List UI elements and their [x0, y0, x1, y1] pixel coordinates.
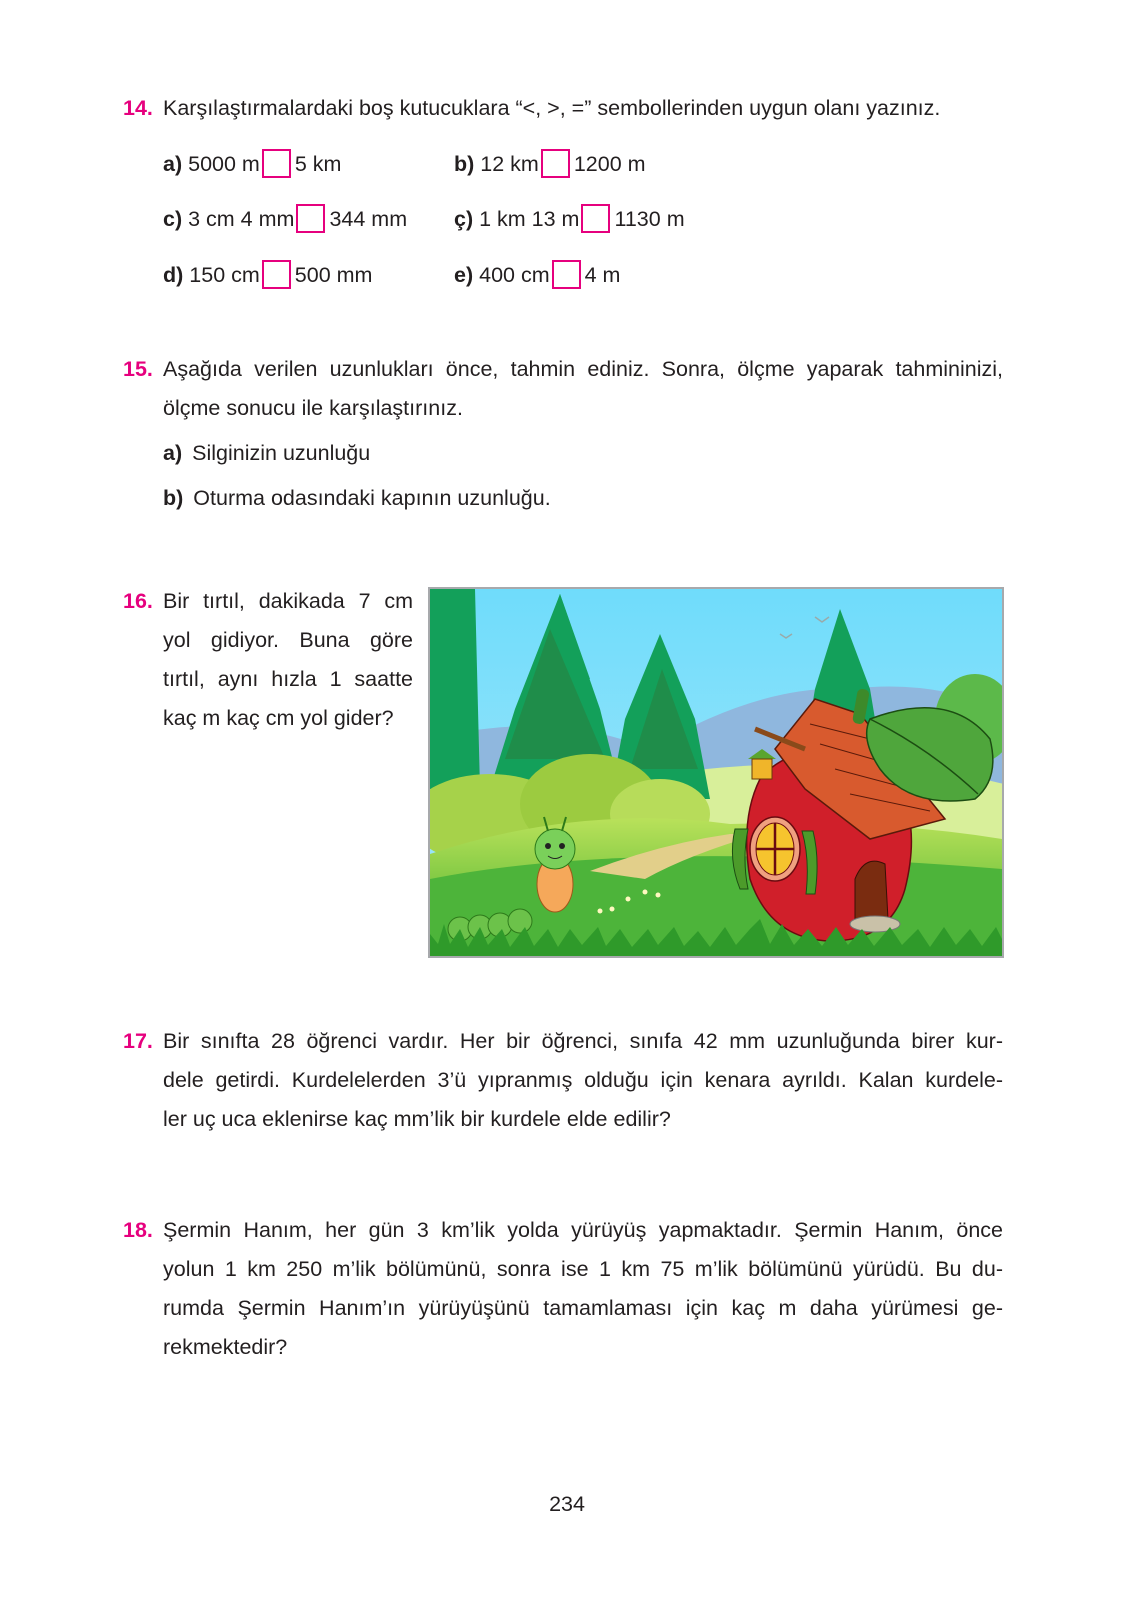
question-line — [123, 582, 413, 621]
question-number: 15. — [123, 357, 153, 381]
question-text: Karşılaştırmalardaki boş kutucuklara “<, >, =” sembollerinden uygun olanı yazınız. — [163, 96, 941, 120]
right-value: 500 mm — [294, 263, 373, 287]
question-text: Bir sınıfta 28 öğrenci vardır. Her bir öğrenci, sınıfa 42 mm uzunluğunda birer kur- — [163, 1029, 1003, 1053]
question-number: 16. — [123, 589, 153, 613]
item-label: b) — [454, 152, 475, 176]
answer-box[interactable] — [262, 260, 291, 289]
left-value: 1 km 13 m — [479, 207, 580, 231]
item-label: c) — [163, 207, 183, 231]
comparison-item-a — [163, 148, 341, 180]
question-text: yol gidiyor. Buna göre — [163, 628, 413, 652]
answer-box[interactable] — [296, 204, 325, 233]
right-value: 4 m — [584, 263, 621, 287]
caterpillar-apple-house-illustration — [428, 587, 1004, 958]
left-value: 150 cm — [189, 263, 260, 287]
right-value: 1130 m — [614, 207, 685, 231]
right-value: 5 km — [294, 152, 342, 176]
question-text: Şermin Hanım, her gün 3 km’lik yolda yürüyüş yapmaktadır. Şermin Hanım, önce — [163, 1218, 1003, 1242]
comparison-item-cedilla — [454, 203, 685, 235]
question-14-prompt — [123, 89, 940, 128]
question-text: Aşağıda verilen uzunlukları önce, tahmin ediniz. Sonra, ölçme yaparak tahmininizi, — [163, 357, 1003, 381]
answer-box[interactable] — [581, 204, 610, 233]
question-number: 17. — [123, 1029, 153, 1053]
question-line — [123, 1211, 1003, 1250]
comparison-item-d — [163, 259, 372, 291]
question-18 — [123, 1211, 1003, 1367]
question-text: ölçme sonucu ile karşılaştırınız. — [163, 396, 463, 420]
forest-scene-image — [430, 589, 1002, 956]
page-number: 234 — [549, 1492, 585, 1516]
question-text: kaç m kaç cm yol gider? — [163, 706, 394, 730]
answer-box[interactable] — [262, 149, 291, 178]
question-15-item-a — [163, 437, 370, 469]
comparison-item-b — [454, 148, 646, 180]
question-text: rumda Şermin Hanım’ın yürüyüşünü tamamlaması için kaç m daha yürümesi ge- — [163, 1296, 1003, 1320]
question-16 — [123, 582, 413, 738]
left-value: 3 cm 4 mm — [188, 207, 295, 231]
question-text: dele getirdi. Kurdelelerden 3’ü yıpranmış olduğu için kenara ayrıldı. Kalan kurdele- — [163, 1068, 1003, 1092]
question-number: 18. — [123, 1218, 153, 1242]
question-text: yolun 1 km 250 m’lik bölümünü, sonra ise 1 km 75 m’lik bölümünü yürüdü. Bu du- — [163, 1257, 1003, 1281]
question-text: Bir tırtıl, dakikada 7 cm — [163, 589, 413, 613]
right-value: 344 mm — [329, 207, 408, 231]
item-text: Silginizin uzunluğu — [192, 441, 371, 465]
answer-box[interactable] — [552, 260, 581, 289]
question-line — [123, 350, 1003, 389]
item-label: e) — [454, 263, 474, 287]
left-value: 400 cm — [479, 263, 550, 287]
question-text: ler uç uca eklenirse kaç mm’lik bir kurdele elde edilir? — [163, 1107, 671, 1131]
item-label: b) — [163, 486, 184, 510]
item-label: a) — [163, 441, 183, 465]
item-label: d) — [163, 263, 184, 287]
question-15 — [123, 350, 1003, 428]
item-text: Oturma odasındaki kapının uzunluğu. — [193, 486, 551, 510]
question-text: rekmektedir? — [163, 1335, 288, 1359]
answer-box[interactable] — [541, 149, 570, 178]
left-value: 12 km — [480, 152, 539, 176]
left-value: 5000 m — [188, 152, 260, 176]
question-text: tırtıl, aynı hızla 1 saatte — [163, 667, 413, 691]
item-label: a) — [163, 152, 183, 176]
question-15-item-b — [163, 482, 551, 514]
item-label: ç) — [454, 207, 474, 231]
comparison-item-c — [163, 203, 407, 235]
right-value: 1200 m — [573, 152, 646, 176]
question-17 — [123, 1022, 1003, 1139]
comparison-item-e — [454, 259, 620, 291]
question-line — [123, 1022, 1003, 1061]
question-number: 14. — [123, 96, 153, 120]
